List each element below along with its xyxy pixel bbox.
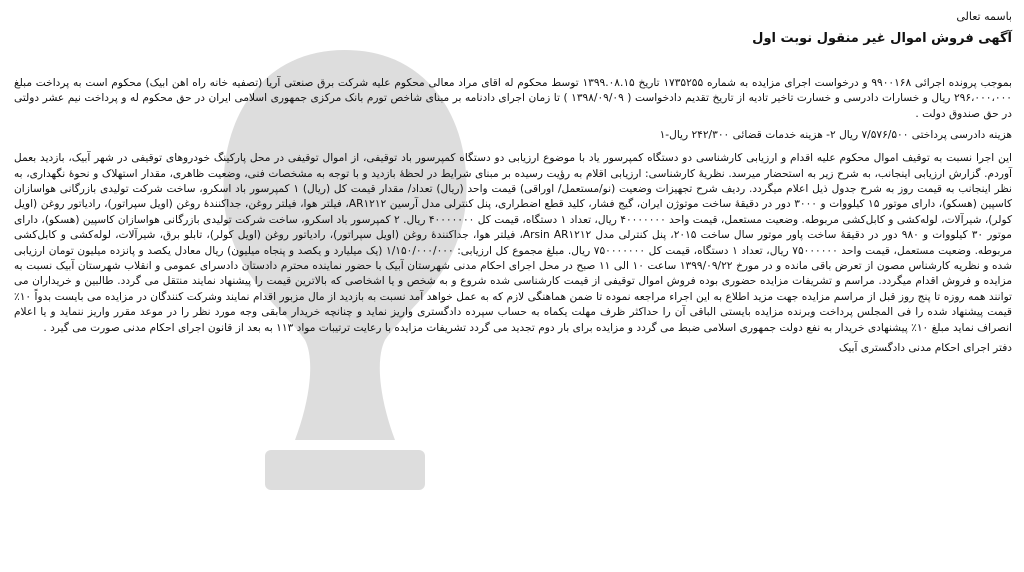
body-paragraph: این اجرا نسبت به توقیف اموال محکوم علیه اقدام و ارزیابی کارشناسی دو دستگاه کمپرسور یاد با موضوع ارزیابی دو دستگاه کمپرسور باد توقیفی، از اموال توقیفی در محل پارکینگ خودروهای توقیفی در شهر آبیک، بازدید بعمل آوردم. گزارش ارزیابی اینجانب، به شرح زیر به استحضار میرسد. نظریهٔ کارشناسی: ارزیابی اقلام به رؤیت رسیده بر مبنای شرایط در لحظهٔ بازدید و با توجه به مشخصات فنی، وضعیت ظاهری، مقدار استهلاک و نحوهٔ نگهداری، به نظر اینجانب به قیمت روز به شرح جدول ذیل اعلام میگردد. ردیف شرح تجهیزات وضعیت (نو/مستعمل/ اوراقی) قیمت واحد (ریال) تعداد/ مقدار قیمت کل (ریال) ۱ کمپرسور باد اسکرو، ساخت شرکت تولیدی بازرگانی هواسازان کاسپین (هسکو)، دارای موتور ۱۵ کیلووات و ۳۰۰۰ دور در دقیقهٔ ساخت موتوژن ایران، گیج فشار، کلید قطع اضطراری، پنل کنترلی مدل آرسین AR۱۲۱۲، فیلتر هوا، فیلتر روغن، جداکنندهٔ روغن (اویل سپراتور)، رادیاتور روغن (اویل کولر)، شیرآلات، لوله‌کشی و کابل‌کشی مربوطه. وضعیت مستعمل، قیمت واحد ۴۰۰۰۰۰۰۰ ریال، تعداد ۱ دستگاه، قیمت کل ۴۰۰۰۰۰۰۰ ریال. ۲ کمپرسور باد اسکرو، ساخت شرکت تولیدی بازرگانی هواسازان کاسپین (هسکو)، دارای موتور ۳۰ کیلووات و ۹۸۰ دور در دقیقهٔ ساخت پاور موتور سال ساخت ۲۰۱۵، پنل کنترلی مدل Arsin AR۱۲۱۲، فیلتر هوا، جداکنندهٔ روغن (اویل سپراتور)، رادیاتور روغن (اویل کولر)، تابلو برق، شیرآلات، لوله‌کشی و کابل‌کشی مربوطه. وضعیت مستعمل، قیمت واحد ۷۵۰۰۰۰۰۰ ریال، تعداد ۱ دستگاه، قیمت کل ۷۵۰۰۰۰۰۰۰ ریال. مبلغ مجموع کل ارزیابی: ۱/۱۵۰/۰۰۰/۰۰۰ (یک میلیارد و یکصد و پنجاه میلیون) ریال معادل یکصد و پانزده میلیون تومان ارزیابی شده و نظریه کارشناس مصون از تعرض باقی مانده و در مورخ ۱۳۹۹/۰۹/۲۲ ساعت ۱۰ الی ۱۱ صبح در محل اجرای احکام مدنی شهرستان آبیک با حضور نماینده محترم دادستان دادسرای عمومی و انقلاب شهرستان آبیک نسبت به مزایده و فروش اقدام میگردد. مراسم و تشریفات مزایده حضوری بوده فروش اموال توقیفی از قیمت کارشناسی شده شروع و به شخص و یا اشخاصی که بالاترین قیمت را پیشنهاد نمایند منتقل می گردد. طالبین و خریداران می توانند همه روزه تا پنج روز قبل از مراسم مزایده جهت مزید اطلاع به این اجراء مراجعه نموده تا ضمن هماهنگی لازم که به عمل خواهد آمد نسبت به بازدید از مال مزبور اقدام نمایند وشرکت کنندگان در مزایده می بایست بدواً ۱۰٪ قیمت پیشنهاد شده را فی المجلس پرداخت وبرنده مزایده بایستی الباقی آن را حداکثر ظرف مهلت یکماه به حساب سپرده دادگستری واریز نماید و چنانچه خریدار مابقی وجه مورد نظر را در موعد مقرر واریز ننماید و یا اعلام انصراف نماید مبلغ ۱۰٪ پیشنهادی خریدار به نفع دولت جمهوری اسلامی ضبط می گردد و مزایده برای بار دوم تجدید می گردد تشریفات مزایده با رعایت ترتیبات مواد ۱۱۳ به بعد از قانون اجرای احکام مدنی صورت می گیرد .: [14, 152, 1013, 334]
signature-line: دفتر اجرای احکام مدنی دادگستری آبیک: [838, 342, 1012, 355]
intro-paragraph: بموجب پرونده اجرائی ۹۹۰۰۱۶۸ و درخواست اجرای مزایده به شماره ۱۷۳۵۲۵۵ تاریخ ۱۳۹۹.۰۸.۱۵ توسط محکوم له اقای مراد معالی محکوم علیه شرکت برق صنعتی آریا (تصفیه خانه راه اهن ابیک) محکوم است به پرداخت مبلغ ۲۹۶،۰۰۰،۰۰۰ ریال و خسارات دادرسی و خسارت تاخیر تادیه از تاریخ تقدیم دادخواست ( ۱۳۹۸/۰۹/۰۹ ) تا زمان اجرای دادنامه بر مبنای شاخص تورم بانک مرکزی جمهوری اسلامی ایران در حق محکوم له و پرداخت نیم عشر دولتی در حق صندوق دولت .: [14, 77, 1012, 120]
notice-title: آگهی فروش اموال غیر منقول نوبت اول: [752, 31, 1012, 46]
bismillah-heading: باسمه تعالی: [956, 10, 1012, 23]
fees-line: هزینه دادرسی پرداختی ۷/۵۷۶/۵۰۰ ریال ۲- هزینه خدمات قضائی ۲۴۲/۳۰۰ ریال-۱: [659, 129, 1012, 142]
